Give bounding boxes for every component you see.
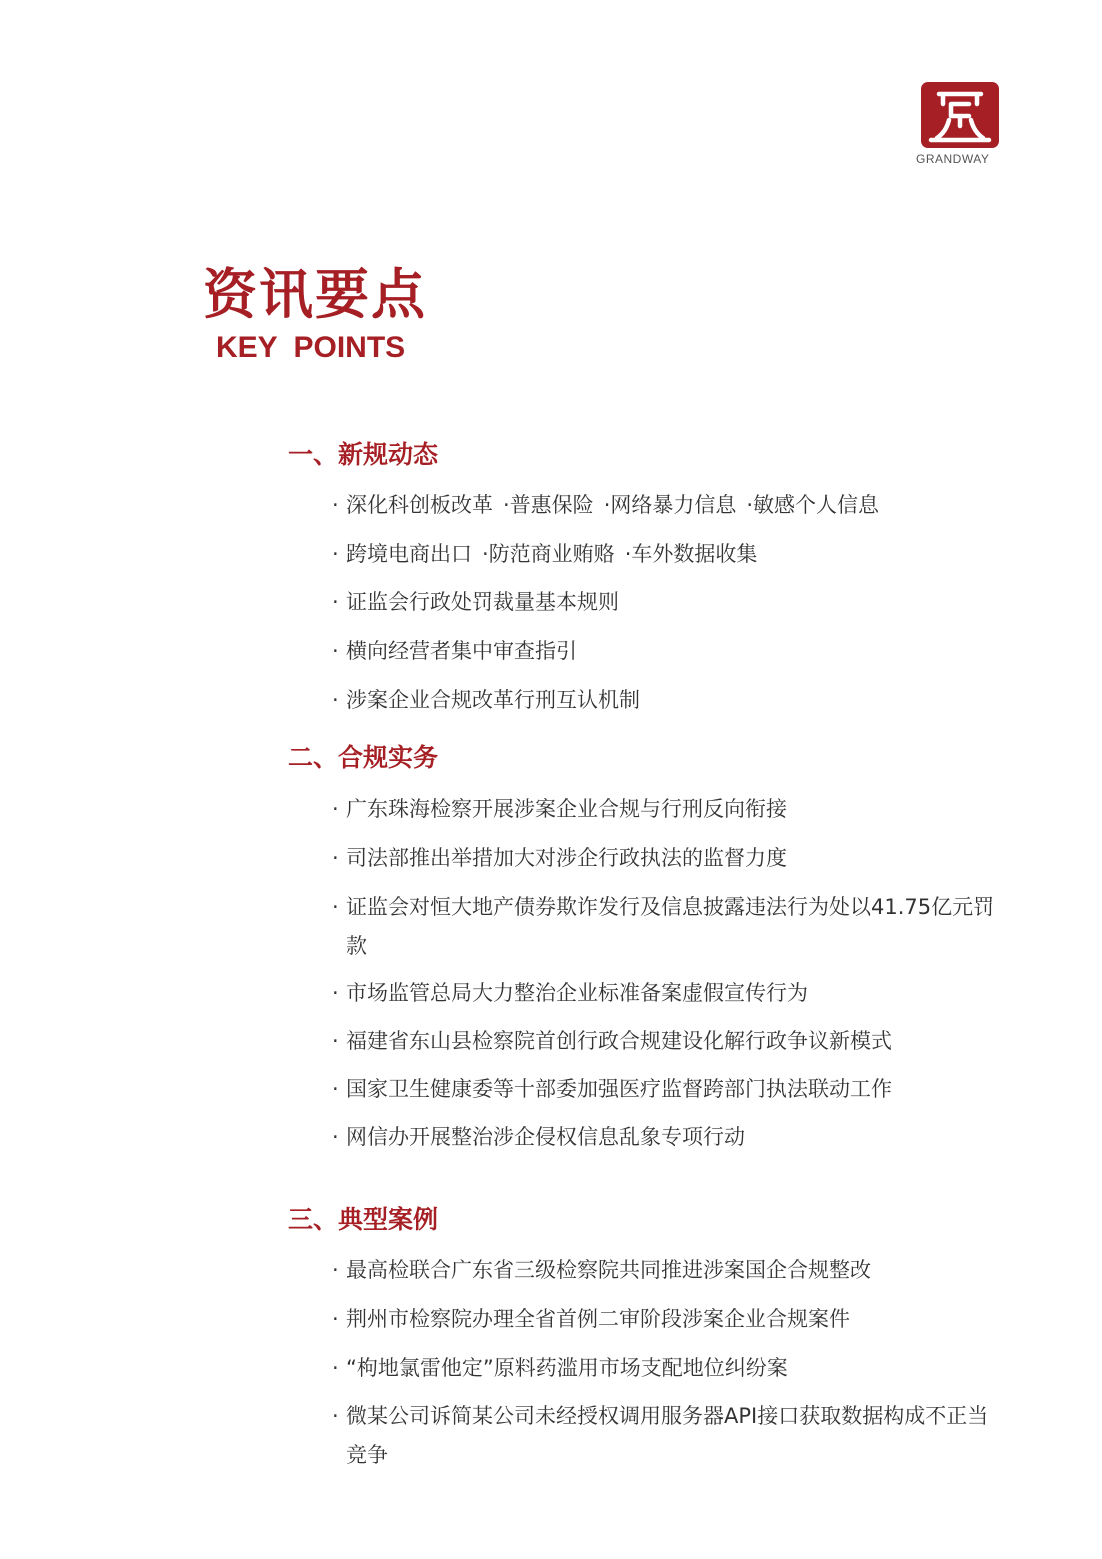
list-item-text: 福建省东山县检察院首创行政合规建设化解行政争议新模式 (346, 1029, 892, 1053)
list-item-text: 证监会行政处罚裁量基本规则 (346, 590, 619, 614)
list-item (332, 1349, 1008, 1388)
list-item (332, 974, 1008, 1013)
bullet-dot-icon: · (332, 1307, 339, 1331)
list-item-text: 跨境电商出口 (346, 542, 472, 566)
list-item (332, 790, 1008, 829)
list-item-text: 防范商业贿赂 (488, 542, 615, 566)
list-item (332, 535, 1008, 574)
section-heading-compliance-practice: 二、合规实务 (288, 743, 439, 772)
list-item-text: 横向经营者集中审查指引 (346, 639, 577, 663)
list-item-text: 网信办开展整治涉企侵权信息乱象专项行动 (346, 1125, 745, 1149)
section-heading-new-regulations: 一、新规动态 (288, 440, 439, 469)
list-item (332, 1022, 1008, 1061)
bullet-dot-icon: · (332, 688, 339, 712)
bullet-dot-icon: · (746, 493, 754, 517)
list-item (332, 681, 1008, 720)
bullet-dot-icon: · (332, 846, 339, 870)
list-item (332, 888, 1008, 966)
list-item-text-group (332, 535, 1008, 574)
list-item (332, 632, 1008, 671)
list-item-text: 普惠保险 (509, 493, 594, 517)
bullet-dot-icon: · (332, 1125, 339, 1149)
bullet-dot-icon: · (332, 895, 339, 919)
list-item-text: 网络暴力信息 (610, 493, 737, 517)
section-heading-typical-cases: 三、典型案例 (288, 1205, 439, 1234)
grandway-logo-mark-icon (921, 82, 999, 148)
list-item (332, 583, 1008, 622)
list-item-text: 最高检联合广东省三级检察院共同推进涉案国企合规整改 (346, 1258, 871, 1282)
bullet-dot-icon: · (332, 1404, 339, 1428)
list-item-text: 国家卫生健康委等十部委加强医疗监督跨部门执法联动工作 (346, 1077, 892, 1101)
list-item (332, 1070, 1008, 1109)
list-item (332, 1300, 1008, 1339)
list-item (332, 1251, 1008, 1290)
list-item-text: 车外数据收集 (631, 542, 758, 566)
page-title: 资讯要点 (203, 262, 427, 326)
list-item (332, 1397, 1008, 1475)
bullet-dot-icon: · (332, 1029, 339, 1053)
bullet-dot-icon: · (332, 797, 339, 821)
bullet-dot-icon: · (332, 542, 339, 566)
bullet-dot-icon: · (624, 542, 632, 566)
list-item-text: 荆州市检察院办理全省首例二审阶段涉案企业合规案件 (346, 1307, 850, 1331)
list-item (332, 839, 1008, 878)
list-item-text: 涉案企业合规改革行刑互认机制 (346, 688, 640, 712)
list-item-text: 深化科创板改革 (346, 493, 493, 517)
bullet-dot-icon: · (332, 590, 339, 614)
bullet-dot-icon: · (332, 1077, 339, 1101)
list-item (332, 1118, 1008, 1157)
list-item-text: 广东珠海检察开展涉案企业合规与行刑反向衔接 (346, 797, 787, 821)
list-item-text: 微某公司诉简某公司未经授权调用服务器API接口获取数据构成不正当竞争 (346, 1404, 989, 1467)
list-item-text: 司法部推出举措加大对涉企行政执法的监督力度 (346, 846, 787, 870)
bullet-dot-icon: · (332, 981, 339, 1005)
bullet-dot-icon: · (332, 493, 339, 517)
list-item-text-group (332, 486, 1008, 525)
bullet-dot-icon: · (332, 639, 339, 663)
bullet-dot-icon: · (332, 1258, 339, 1282)
bullet-dot-icon: · (603, 493, 611, 517)
bullet-dot-icon: · (482, 542, 489, 566)
bullet-dot-icon: · (503, 493, 510, 517)
list-item-text: 市场监管总局大力整治企业标准备案虚假宣传行为 (346, 981, 808, 1005)
grandway-logo (916, 82, 1006, 166)
page-subtitle: KEY POINTS (216, 331, 406, 364)
logo-text: GRANDWAY (916, 152, 990, 166)
list-item-text: “枸地氯雷他定”原料药滥用市场支配地位纠纷案 (346, 1356, 788, 1380)
list-item-text: 敏感个人信息 (753, 493, 880, 517)
list-item-text: 证监会对恒大地产债券欺诈发行及信息披露违法行为处以41.75亿元罚款 (346, 895, 995, 958)
bullet-dot-icon: · (332, 1356, 339, 1380)
list-item (332, 486, 1008, 525)
